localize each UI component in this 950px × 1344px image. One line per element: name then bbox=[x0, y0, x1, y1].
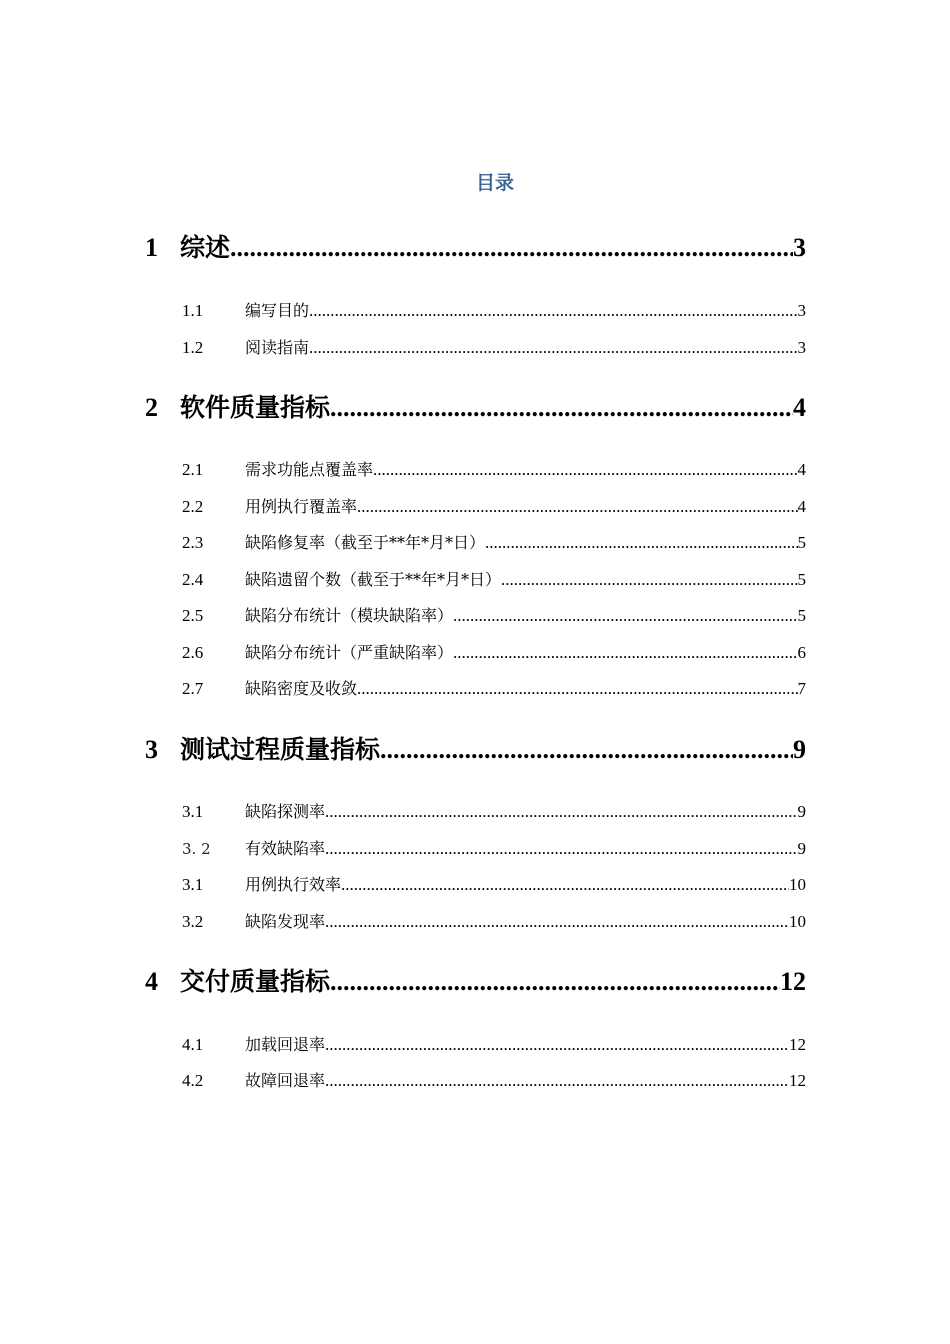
toc-item-title: 缺陷探测率 bbox=[245, 802, 326, 821]
toc-leader-dots bbox=[357, 679, 797, 699]
toc-item-number: 3.1 bbox=[182, 875, 204, 894]
toc-section-title: 综述 bbox=[180, 233, 231, 262]
toc-item-number: 2.3 bbox=[182, 533, 204, 552]
toc-entry-2-7[interactable] bbox=[182, 676, 806, 699]
toc-item-title: 缺陷分布统计（严重缺陷率） bbox=[245, 643, 454, 662]
toc-leader-dots bbox=[341, 875, 789, 895]
toc-item-title: 有效缺陷率 bbox=[245, 839, 326, 858]
toc-leader-dots bbox=[357, 497, 797, 517]
toc-page-number: 4 bbox=[797, 497, 806, 516]
toc-page-number: 5 bbox=[797, 606, 806, 625]
toc-page-number: 9 bbox=[797, 839, 806, 858]
toc-item-number: 4.1 bbox=[182, 1035, 204, 1054]
toc-leader-dots bbox=[453, 643, 797, 663]
toc-item-title: 加载回退率 bbox=[245, 1035, 326, 1054]
toc-entry-2-2[interactable] bbox=[182, 494, 806, 517]
toc-item-title: 缺陷修复率（截至于**年*月*日） bbox=[245, 533, 486, 552]
toc-item-title: 需求功能点覆盖率 bbox=[245, 460, 374, 479]
toc-item-number: 1.2 bbox=[182, 338, 204, 357]
toc-leader-dots bbox=[485, 533, 797, 553]
toc-item-title: 故障回退率 bbox=[245, 1071, 326, 1090]
toc-item-title: 阅读指南 bbox=[245, 338, 310, 357]
toc-page-number: 10 bbox=[789, 912, 806, 931]
toc-entry-2-5[interactable] bbox=[182, 603, 806, 626]
toc-item-number: 4.2 bbox=[182, 1071, 204, 1090]
toc-leader-dots bbox=[380, 735, 793, 765]
toc-leader-dots bbox=[230, 233, 793, 263]
toc-item-number: 2.7 bbox=[182, 679, 204, 698]
toc-entry-2-1[interactable] bbox=[182, 457, 806, 480]
toc-item-title: 编写目的 bbox=[245, 301, 310, 320]
toc-section-title: 交付质量指标 bbox=[180, 967, 331, 996]
toc-item-number: 2.4 bbox=[182, 570, 204, 589]
toc-entry-2-6[interactable] bbox=[182, 640, 806, 663]
toc-page-number: 3 bbox=[797, 301, 806, 320]
toc-leader-dots bbox=[309, 338, 797, 358]
toc-section-number: 2 bbox=[145, 393, 158, 422]
toc-leader-dots bbox=[325, 802, 797, 822]
toc-item-number: 3.1 bbox=[182, 802, 204, 821]
toc-item-number: 2.1 bbox=[182, 460, 204, 479]
toc-entry-3-2-alt[interactable] bbox=[182, 836, 806, 859]
toc-page-number: 9 bbox=[793, 735, 806, 764]
toc-entry-1-1[interactable] bbox=[182, 298, 806, 321]
toc-page-number: 4 bbox=[797, 460, 806, 479]
toc-leader-dots bbox=[373, 460, 797, 480]
toc-entry-4-2[interactable] bbox=[182, 1068, 806, 1091]
toc-entry-section-1[interactable] bbox=[145, 228, 806, 264]
toc-leader-dots bbox=[309, 301, 797, 321]
toc-page-number: 10 bbox=[789, 875, 806, 894]
toc-item-number: 1.1 bbox=[182, 301, 204, 320]
toc-page-number: 9 bbox=[797, 802, 806, 821]
toc-page-number: 12 bbox=[789, 1035, 806, 1054]
toc-page-number: 4 bbox=[793, 393, 806, 422]
toc-leader-dots bbox=[325, 1071, 789, 1091]
toc-section-title: 测试过程质量指标 bbox=[180, 735, 381, 764]
toc-item-number: 2.6 bbox=[182, 643, 204, 662]
toc-item-title: 缺陷遗留个数（截至于**年*月*日） bbox=[245, 570, 502, 589]
toc-entry-3-1[interactable] bbox=[182, 799, 806, 822]
toc-leader-dots bbox=[501, 570, 797, 590]
toc-leader-dots bbox=[325, 1035, 789, 1055]
toc-section-number: 4 bbox=[145, 967, 158, 996]
toc-item-number: 3.2 bbox=[182, 912, 204, 931]
toc-leader-dots bbox=[325, 839, 797, 859]
toc-entry-3-2-b[interactable] bbox=[182, 909, 806, 932]
toc-item-title: 缺陷发现率 bbox=[245, 912, 326, 931]
toc-entry-section-3[interactable] bbox=[145, 730, 806, 766]
toc-page-number: 6 bbox=[797, 643, 806, 662]
toc-page-number: 3 bbox=[797, 338, 806, 357]
toc-entry-2-3[interactable] bbox=[182, 530, 806, 553]
toc-leader-dots bbox=[330, 393, 793, 423]
toc-item-title: 用例执行覆盖率 bbox=[245, 497, 358, 516]
toc-leader-dots bbox=[453, 606, 797, 626]
toc-entry-2-4[interactable] bbox=[182, 567, 806, 590]
toc-page-number: 3 bbox=[793, 233, 806, 262]
toc-entry-4-1[interactable] bbox=[182, 1032, 806, 1055]
toc-page-number: 5 bbox=[797, 570, 806, 589]
toc-page-number: 12 bbox=[789, 1071, 806, 1090]
toc-entry-3-1-b[interactable] bbox=[182, 872, 806, 895]
toc-item-number: 3. 2 bbox=[182, 840, 211, 858]
toc-item-number: 2.2 bbox=[182, 497, 204, 516]
toc-section-number: 3 bbox=[145, 735, 158, 764]
toc-section-title: 软件质量指标 bbox=[180, 393, 331, 422]
toc-leader-dots bbox=[325, 912, 789, 932]
toc-entry-section-4[interactable] bbox=[145, 962, 806, 998]
toc-entry-1-2[interactable] bbox=[182, 335, 806, 358]
toc-item-title: 缺陷密度及收敛 bbox=[245, 679, 358, 698]
toc-entry-section-2[interactable] bbox=[145, 388, 806, 424]
toc-page-number: 5 bbox=[797, 533, 806, 552]
toc-item-title: 用例执行效率 bbox=[245, 875, 342, 894]
toc-item-number: 2.5 bbox=[182, 606, 204, 625]
toc-item-title: 缺陷分布统计（模块缺陷率） bbox=[245, 606, 454, 625]
toc-title: 目录 bbox=[475, 172, 514, 194]
toc-page-number: 7 bbox=[797, 679, 806, 698]
toc-page-number: 12 bbox=[780, 967, 806, 996]
toc-section-number: 1 bbox=[145, 233, 158, 262]
toc-leader-dots bbox=[330, 967, 780, 997]
